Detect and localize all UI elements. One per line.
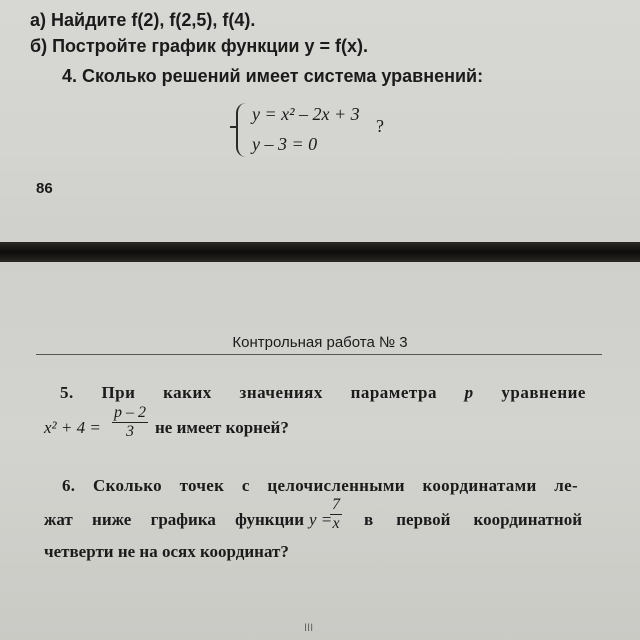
- upper-page: [0, 0, 640, 242]
- task-6-word: целочисленными: [267, 476, 405, 495]
- task-5-line-1: [60, 383, 586, 403]
- header-rule: [36, 354, 602, 355]
- task-6-word: ле-: [554, 476, 578, 495]
- task-6-word: функции: [235, 510, 304, 529]
- task-6-word: графика: [150, 510, 216, 529]
- task-5-rhs-text: не имеет корней?: [155, 418, 289, 437]
- task-6-fraction-numerator: 7: [332, 496, 340, 513]
- system-equation-1: y = x² – 2x + 3: [252, 104, 360, 124]
- task-6-word: жат: [44, 510, 73, 529]
- task-6-word: с: [241, 476, 250, 495]
- task-5-word: параметра: [350, 383, 437, 402]
- task-5-word: При: [101, 383, 136, 402]
- task-6-word: точек: [179, 476, 225, 495]
- task-5-fraction: [112, 404, 148, 441]
- task-6-line-1: [62, 476, 578, 496]
- task-6-fraction: [330, 496, 342, 533]
- task-6-word: ниже: [92, 510, 132, 529]
- system-brace: [236, 103, 252, 157]
- task-6-function-lhs: y =: [309, 510, 333, 529]
- task-5-word: уравнение: [501, 383, 586, 402]
- task-5-word: значениях: [239, 383, 323, 402]
- system-brace-tip: [230, 126, 238, 134]
- task-6-line-2-left: [44, 510, 304, 530]
- task-part-a: а) Найдите f(2), f(2,5), f(4).: [30, 10, 256, 30]
- task-5-parameter: p: [464, 383, 474, 402]
- page-gap-shadow: [0, 242, 640, 262]
- task-6-line-3: четверти не на осях координат?: [44, 542, 289, 561]
- task-6-word: 6.: [62, 476, 76, 495]
- task-6-line-2-right: [364, 510, 582, 530]
- task-5-lhs: x² + 4 =: [44, 418, 101, 437]
- task-6-word: координатами: [422, 476, 537, 495]
- page-number: 86: [36, 180, 53, 197]
- task-6-word: в: [364, 510, 374, 529]
- task-6-word: первой: [396, 510, 451, 529]
- task-6-word: Сколько: [93, 476, 162, 495]
- footer-marks: III: [304, 622, 314, 634]
- section-header: Контрольная работа № 3: [232, 334, 408, 351]
- task-5-fraction-numerator: p – 2: [114, 404, 146, 421]
- task-4-question: 4. Сколько решений имеет система уравнений:: [62, 66, 484, 86]
- task-part-b: б) Постройте график функции y = f(x).: [30, 36, 368, 56]
- system-equation-2: y – 3 = 0: [252, 134, 318, 154]
- question-mark: ?: [376, 116, 384, 136]
- task-6-word: координатной: [473, 510, 582, 529]
- task-5-word: 5.: [60, 383, 74, 402]
- lower-page: [0, 262, 640, 640]
- task-6-fraction-denominator: x: [332, 515, 340, 532]
- task-5-word: каких: [163, 383, 212, 402]
- task-5-fraction-denominator: 3: [126, 423, 134, 440]
